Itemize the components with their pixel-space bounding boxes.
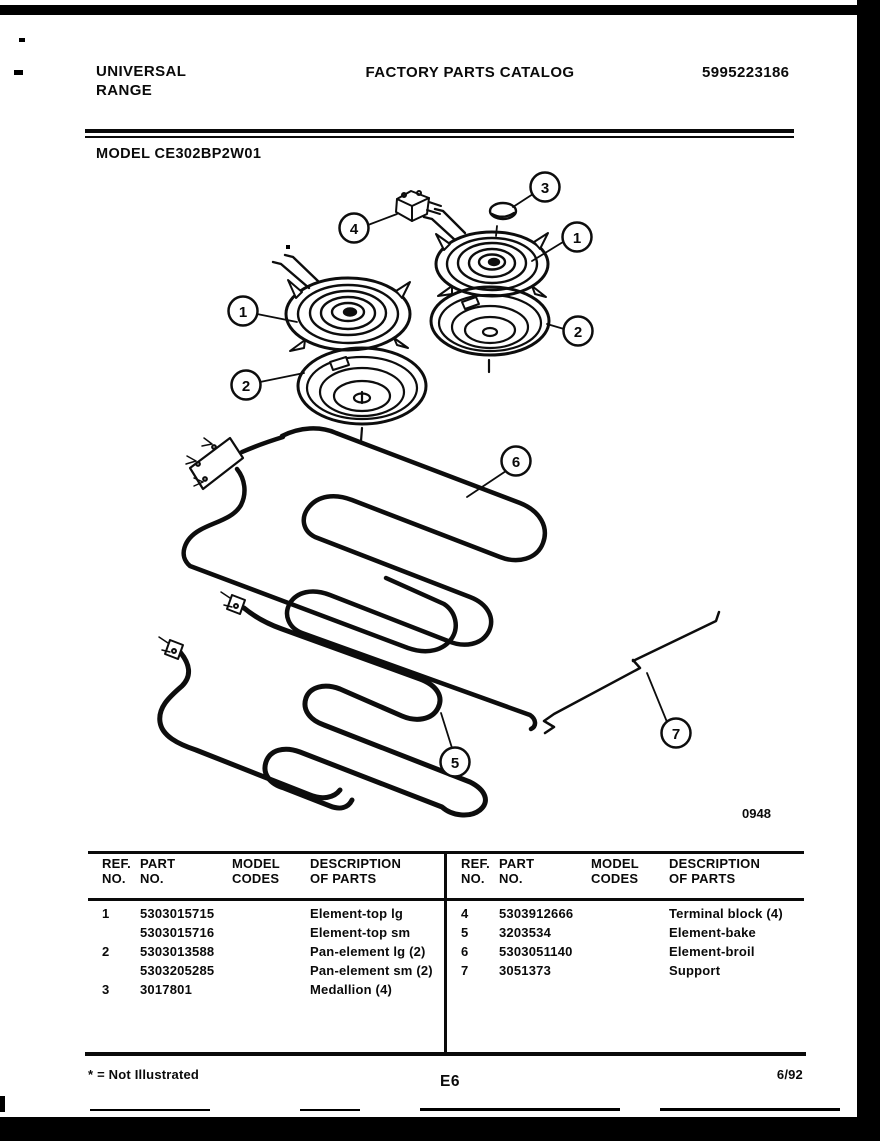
table-row bbox=[461, 904, 801, 923]
publication-number: 5995223186 bbox=[702, 64, 790, 81]
cell-part: 3203534 bbox=[499, 925, 552, 940]
col-header-codes-l2: CODES bbox=[591, 871, 639, 886]
cell-part: 3051373 bbox=[499, 963, 552, 978]
bake-element-drawing bbox=[159, 592, 485, 815]
cell-ref: 3 bbox=[102, 982, 110, 997]
callout-1-left-label: 1 bbox=[238, 304, 248, 321]
brand-block bbox=[96, 62, 186, 100]
table-row bbox=[102, 961, 442, 980]
cell-part: 5303205285 bbox=[140, 963, 215, 978]
cell-ref: 7 bbox=[461, 963, 469, 978]
cell-codes bbox=[232, 942, 310, 961]
col-header-codes-l1: MODEL bbox=[232, 856, 280, 871]
terminal-block-drawing bbox=[396, 191, 441, 221]
col-header-ref-l2: NO. bbox=[102, 871, 126, 886]
surface-coil-left-drawing bbox=[273, 255, 410, 351]
brand-line-1: UNIVERSAL bbox=[96, 63, 187, 80]
figure-code: 0948 bbox=[742, 806, 771, 821]
col-header-ref-l1: REF. bbox=[102, 856, 131, 871]
header-rule bbox=[85, 129, 794, 138]
col-header-part-l2: NO. bbox=[499, 871, 523, 886]
cell-desc: Element-top lg bbox=[310, 906, 404, 921]
page-code: E6 bbox=[440, 1073, 460, 1090]
cell-ref: 1 bbox=[102, 906, 110, 921]
drip-pan-right-drawing bbox=[431, 287, 549, 372]
callout-4-label: 4 bbox=[349, 221, 359, 238]
cell-desc: Support bbox=[669, 963, 721, 978]
callout-1-right-label: 1 bbox=[572, 230, 582, 247]
broil-element-drawing bbox=[184, 428, 545, 729]
cell-part: 5303051140 bbox=[499, 944, 573, 959]
col-header-desc bbox=[310, 856, 442, 886]
surface-coil-right-drawing bbox=[424, 209, 548, 297]
not-illustrated-note: * = Not Illustrated bbox=[88, 1067, 200, 1082]
cell-ref bbox=[102, 923, 140, 942]
cell-part: 5303015716 bbox=[140, 925, 215, 940]
left-table-header bbox=[102, 856, 442, 886]
callout-2-right-label: 2 bbox=[573, 324, 583, 341]
table-row bbox=[461, 961, 801, 980]
col-header-ref bbox=[461, 856, 499, 886]
table-row bbox=[102, 980, 442, 999]
col-header-desc-l1: DESCRIPTION bbox=[669, 856, 761, 871]
cell-part: 3017801 bbox=[140, 982, 193, 997]
cell-part: 5303912666 bbox=[499, 906, 574, 921]
callout-leader-lines bbox=[257, 194, 667, 748]
col-header-part-l2: NO. bbox=[140, 871, 164, 886]
cell-ref: 4 bbox=[461, 906, 469, 921]
callout-6-label: 6 bbox=[511, 454, 521, 471]
cell-codes bbox=[591, 961, 669, 980]
table-row bbox=[102, 923, 442, 942]
table-row bbox=[461, 923, 801, 942]
col-header-desc bbox=[669, 856, 801, 886]
col-header-part bbox=[499, 856, 591, 886]
brand-line-2: RANGE bbox=[96, 82, 153, 99]
catalog-title: FACTORY PARTS CATALOG bbox=[365, 64, 575, 81]
cell-ref: 5 bbox=[461, 925, 469, 940]
col-header-ref-l1: REF. bbox=[461, 856, 490, 871]
callout-3-label: 3 bbox=[540, 180, 550, 197]
table-row bbox=[102, 942, 442, 961]
model-line: MODEL CE302BP2W01 bbox=[96, 146, 262, 162]
cell-part: 5303015715 bbox=[140, 906, 215, 921]
cell-desc: Element-bake bbox=[669, 925, 756, 940]
cell-desc: Pan-element lg (2) bbox=[310, 944, 426, 959]
right-table-rows bbox=[461, 904, 801, 980]
cell-codes bbox=[232, 923, 310, 942]
col-header-codes bbox=[232, 856, 310, 886]
cell-desc: Element-broil bbox=[669, 944, 755, 959]
col-header-desc-l2: OF PARTS bbox=[310, 871, 377, 886]
col-header-ref-l2: NO. bbox=[461, 871, 485, 886]
cell-codes bbox=[591, 904, 669, 923]
cell-codes bbox=[591, 923, 669, 942]
cell-desc: Pan-element sm (2) bbox=[310, 963, 433, 978]
callout-5-label: 5 bbox=[450, 755, 460, 772]
cell-ref: 6 bbox=[461, 944, 469, 959]
col-header-ref bbox=[102, 856, 140, 886]
callout-2-left-label: 2 bbox=[241, 378, 251, 395]
cell-codes bbox=[232, 980, 310, 999]
cell-desc: Terminal block (4) bbox=[669, 906, 783, 921]
cell-desc: Medallion (4) bbox=[310, 982, 393, 997]
col-header-desc-l2: OF PARTS bbox=[669, 871, 736, 886]
table-row bbox=[461, 942, 801, 961]
cell-part: 5303013588 bbox=[140, 944, 215, 959]
col-header-codes bbox=[591, 856, 669, 886]
cell-codes bbox=[591, 942, 669, 961]
callout-7-label: 7 bbox=[671, 726, 681, 743]
cell-codes bbox=[232, 961, 310, 980]
col-header-desc-l1: DESCRIPTION bbox=[310, 856, 402, 871]
cell-ref bbox=[102, 961, 140, 980]
col-header-part bbox=[140, 856, 232, 886]
table-row bbox=[102, 904, 442, 923]
left-table-rows bbox=[102, 904, 442, 999]
col-header-codes-l2: CODES bbox=[232, 871, 280, 886]
cell-codes bbox=[232, 904, 310, 923]
cell-desc: Element-top sm bbox=[310, 925, 411, 940]
col-header-codes-l1: MODEL bbox=[591, 856, 639, 871]
date-code: 6/92 bbox=[776, 1067, 803, 1082]
col-header-part-l1: PART bbox=[140, 856, 176, 871]
cell-ref: 2 bbox=[102, 944, 110, 959]
col-header-part-l1: PART bbox=[499, 856, 535, 871]
support-rod-drawing bbox=[544, 612, 719, 733]
right-table-header bbox=[461, 856, 801, 886]
